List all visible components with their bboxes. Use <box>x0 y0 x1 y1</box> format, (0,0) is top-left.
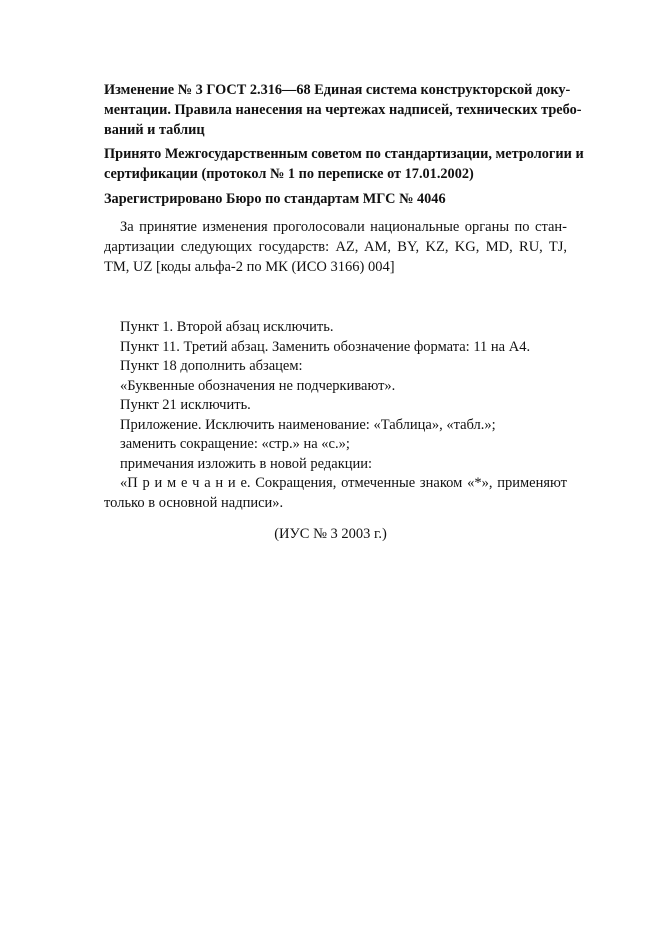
change-item-7: заменить сокращение: «стр.» на «с.»; <box>120 436 350 452</box>
change-item-8: примечания изложить в новой редакции: <box>120 456 373 472</box>
adopted-line-1: Принято Межгосударственным советом по стандартизации, метрологии и <box>104 146 584 162</box>
adopted-line-2: сертификации (протокол № 1 по переписке от 17.01.2002) <box>104 166 474 182</box>
amendment-title-line-2: ментации. Правила нанесения на чертежах надписей, технических требо- <box>104 102 582 118</box>
change-item-6: Приложение. Исключить наименование: «Таблица», «табл.»; <box>120 417 496 433</box>
amendment-title-line-1: Изменение № 3 ГОСТ 2.316—68 Единая система конструкторской доку- <box>104 82 571 98</box>
change-item-5: Пункт 21 исключить. <box>120 397 251 413</box>
change-item-1: Пункт 1. Второй абзац исключить. <box>120 319 334 335</box>
amendment-title-line-3: ваний и таблиц <box>104 122 205 138</box>
registration-line: Зарегистрировано Бюро по стандартам МГС № 4046 <box>104 191 446 207</box>
voting-line-2: дартизации следующих государств: AZ, AM, BY, KZ, KG, MD, RU, TJ, <box>104 239 567 255</box>
note-line-2: только в основной надписи». <box>104 495 284 511</box>
voting-line-3: TM, UZ [коды альфа-2 по МК (ИСО 3166) 004] <box>104 259 395 275</box>
change-item-4: «Буквенные обозначения не подчеркивают». <box>120 378 396 394</box>
change-item-2: Пункт 11. Третий абзац. Заменить обозначение формата: 11 на А4. <box>120 339 531 355</box>
note-line-1: «П р и м е ч а н и е. Сокращения, отмеченные знаком «*», применяют <box>120 475 567 491</box>
change-item-3: Пункт 18 дополнить абзацем: <box>120 358 303 374</box>
source-reference: (ИУС № 3 2003 г.) <box>274 526 387 542</box>
voting-line-1: За принятие изменения проголосовали национальные органы по стан- <box>120 219 567 235</box>
